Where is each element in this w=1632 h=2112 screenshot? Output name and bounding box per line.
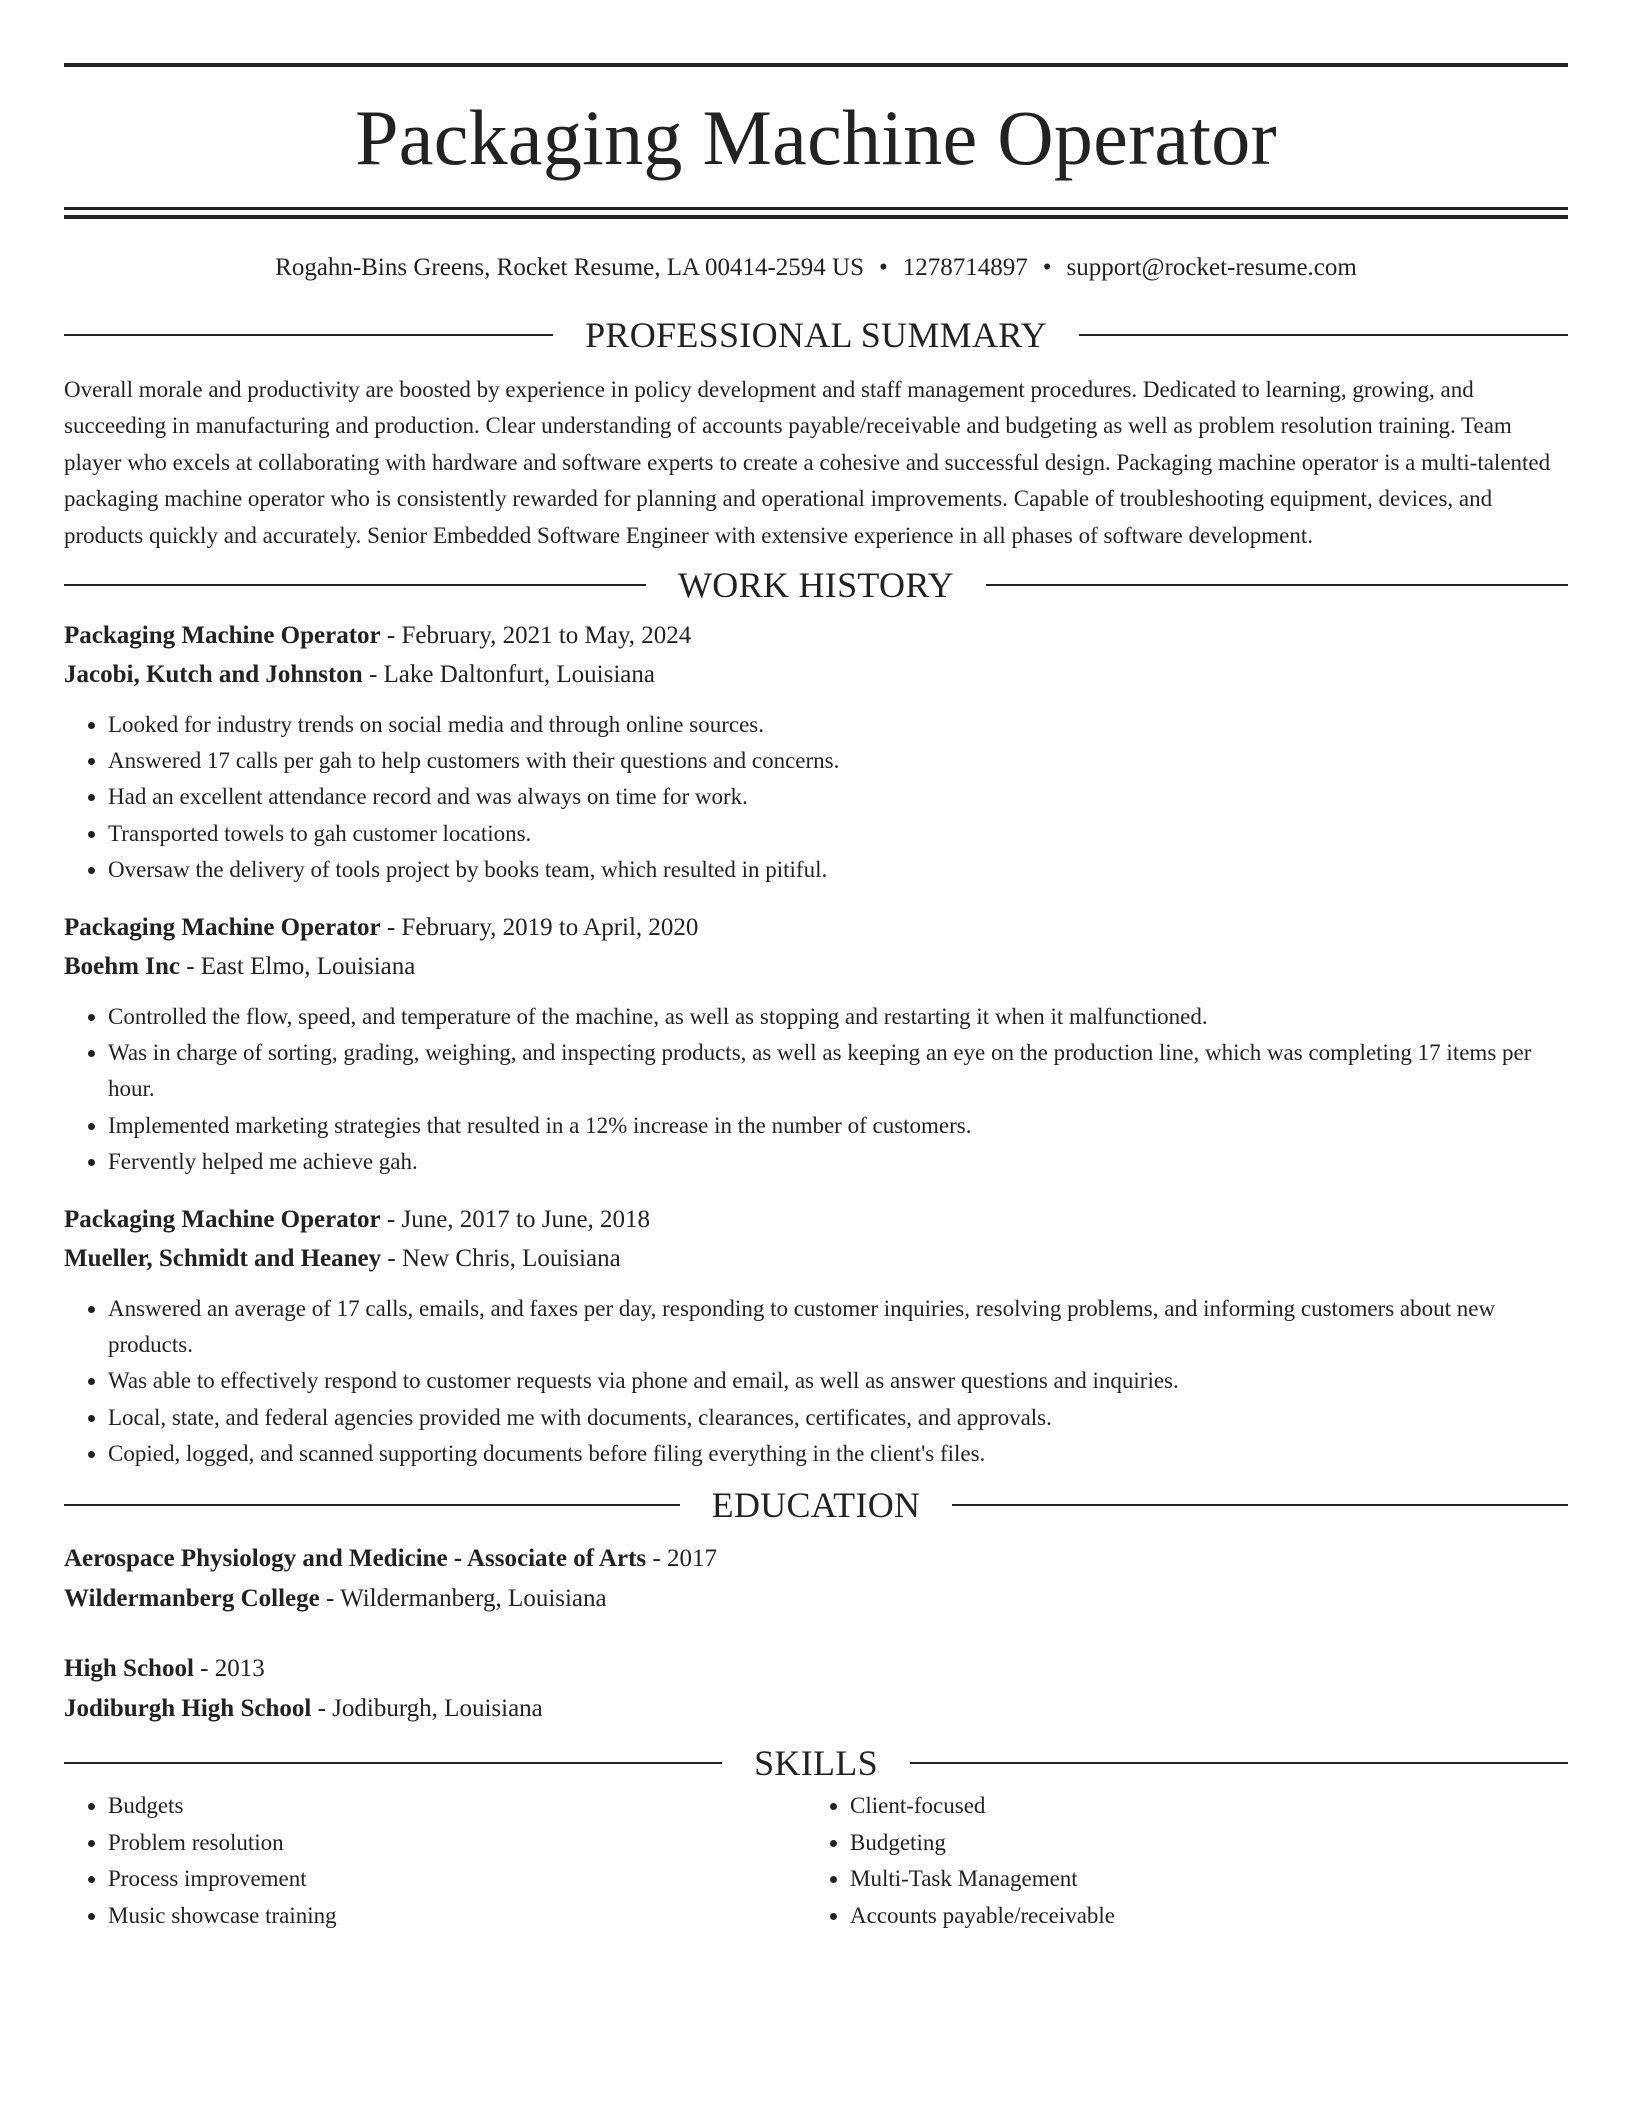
education-entry	[64, 1539, 1568, 1619]
job-entry	[64, 617, 1568, 888]
skill-item: • Problem resolution	[108, 1825, 806, 1862]
education-degree: Aerospace Physiology and Medicine - Associate of Arts	[64, 1545, 647, 1573]
job-company-line	[64, 1240, 1568, 1279]
skill-item: • Process improvement	[108, 1861, 806, 1898]
candidate-name: Packaging Machine Operator	[355, 94, 1277, 181]
job-location: - East Elmo, Louisiana	[179, 952, 416, 980]
skills-column-right	[806, 1788, 1548, 1934]
job-company-line	[64, 656, 1568, 695]
job-bullet: • Copied, logged, and scanned supporting documents before filing everything in the client's files.	[108, 1436, 1568, 1472]
job-company-line	[64, 948, 1568, 987]
skills-column-left	[64, 1788, 806, 1934]
job-bullet: • Controlled the flow, speed, and temperature of the machine, as well as stopping and restarting it when it malfunctioned.	[108, 999, 1568, 1035]
job-dates: - June, 2017 to June, 2018	[380, 1206, 651, 1234]
contact-line	[64, 255, 1568, 280]
job-entry	[64, 1201, 1568, 1472]
education-entry	[64, 1649, 1568, 1729]
contact-separator: •	[1042, 254, 1052, 281]
job-bullet: • Transported towels to gah customer locations.	[108, 816, 1568, 852]
job-bullet: • Implemented marketing strategies that resulted in a 12% increase in the number of customers.	[108, 1108, 1568, 1144]
job-bullets	[64, 707, 1568, 888]
education-degree-line	[64, 1649, 1568, 1689]
job-entry	[64, 909, 1568, 1180]
job-dates: - February, 2021 to May, 2024	[380, 622, 692, 650]
header-double-rule	[64, 207, 1568, 219]
skills-section-heading	[64, 1743, 1568, 1783]
education-school-line	[64, 1689, 1568, 1729]
job-location: - New Chris, Louisiana	[381, 1244, 621, 1272]
education-degree-line	[64, 1539, 1568, 1579]
job-company: Jacobi, Kutch and Johnston	[64, 660, 363, 688]
education-year: - 2013	[193, 1655, 265, 1683]
summary-section-heading	[64, 315, 1568, 355]
job-bullets	[64, 999, 1568, 1180]
skill-item: • Multi-Task Management	[850, 1861, 1548, 1898]
education-degree: High School	[64, 1655, 194, 1683]
skill-item: • Budgets	[108, 1788, 806, 1825]
job-dates: - February, 2019 to April, 2020	[380, 914, 699, 942]
job-bullet: • Was able to effectively respond to customer requests via phone and email, as well as answer questions and inquiries.	[108, 1363, 1568, 1399]
job-bullet: • Local, state, and federal agencies provided me with documents, clearances, certificates, and approvals.	[108, 1400, 1568, 1436]
job-title: Packaging Machine Operator	[64, 1206, 381, 1234]
contact-address: Rogahn-Bins Greens, Rocket Resume, LA 00414-2594 US	[275, 254, 864, 281]
job-title-line	[64, 617, 1568, 656]
skills-grid	[64, 1788, 1568, 1934]
education-location: - Jodiburgh, Louisiana	[311, 1695, 543, 1723]
job-title-line	[64, 909, 1568, 948]
job-bullets	[64, 1291, 1568, 1472]
header-top-rule	[64, 63, 1568, 67]
job-company: Mueller, Schmidt and Heaney	[64, 1244, 382, 1272]
job-bullet: • Fervently helped me achieve gah.	[108, 1144, 1568, 1180]
heading-rule	[64, 1504, 680, 1506]
job-bullet: • Had an excellent attendance record and was always on time for work.	[108, 779, 1568, 815]
job-company: Boehm Inc	[64, 952, 180, 980]
job-bullet: • Oversaw the delivery of tools project by books team, which resulted in pitiful.	[108, 852, 1568, 888]
job-bullet: • Was in charge of sorting, grading, weighing, and inspecting products, as well as keeping an eye on the production line, which was completing 17 items per hour.	[108, 1035, 1568, 1107]
summary-paragraph: Overall morale and productivity are boosted by experience in policy development and staff management procedures. Dedicated to learning, growing, and succeeding in manufacturing and production. Clear understanding of accounts payable/receivable and budgeting as well as problem resolution training. Team player who excels at collaborating with hardware and software experts to create a cohesive and successful design. Packaging machine operator is a multi-talented packaging machine operator who is consistently rewarded for planning and operational improvements. Capable of troubleshooting equipment, devices, and products quickly and accurately. Senior Embedded Software Engineer with extensive experience in all phases of software development.	[64, 377, 1551, 548]
heading-rule	[910, 1762, 1568, 1764]
job-bullet: • Answered 17 calls per gah to help customers with their questions and concerns.	[108, 743, 1568, 779]
job-bullet: • Answered an average of 17 calls, emails, and faxes per day, responding to customer inquiries, resolving problems, and informing customers about new products.	[108, 1291, 1568, 1363]
contact-phone: 1278714897	[902, 254, 1028, 281]
heading-rule	[1079, 334, 1568, 336]
skill-item: • Client-focused	[850, 1788, 1548, 1825]
heading-rule	[986, 584, 1568, 586]
job-title: Packaging Machine Operator	[64, 622, 381, 650]
education-school: Jodiburgh High School	[64, 1695, 312, 1723]
skill-item: • Music showcase training	[108, 1898, 806, 1935]
education-school-line	[64, 1579, 1568, 1619]
heading-rule	[64, 334, 553, 336]
contact-email: support@rocket-resume.com	[1066, 254, 1357, 281]
contact-separator: •	[879, 254, 888, 281]
education-section-heading	[64, 1485, 1568, 1525]
skill-item: • Budgeting	[850, 1825, 1548, 1862]
education-year: - 2017	[646, 1545, 717, 1573]
heading-rule	[952, 1504, 1568, 1506]
resume-page	[64, 0, 1568, 1934]
education-location: - Wildermanberg, Louisiana	[319, 1585, 607, 1613]
heading-rule	[64, 1762, 722, 1764]
work-section-title: WORK HISTORY	[678, 565, 954, 606]
skills-section-title: SKILLS	[754, 1743, 878, 1784]
education-school: Wildermanberg College	[64, 1585, 320, 1613]
skill-item: • Accounts payable/receivable	[850, 1898, 1548, 1935]
job-title: Packaging Machine Operator	[64, 914, 381, 942]
summary-section-title: PROFESSIONAL SUMMARY	[585, 315, 1047, 355]
heading-rule	[64, 584, 646, 586]
job-location: - Lake Daltonfurt, Louisiana	[362, 660, 655, 688]
work-section-heading	[64, 565, 1568, 605]
job-title-line	[64, 1201, 1568, 1240]
job-bullet: • Looked for industry trends on social media and through online sources.	[108, 707, 1568, 743]
education-section-title: EDUCATION	[711, 1485, 921, 1526]
